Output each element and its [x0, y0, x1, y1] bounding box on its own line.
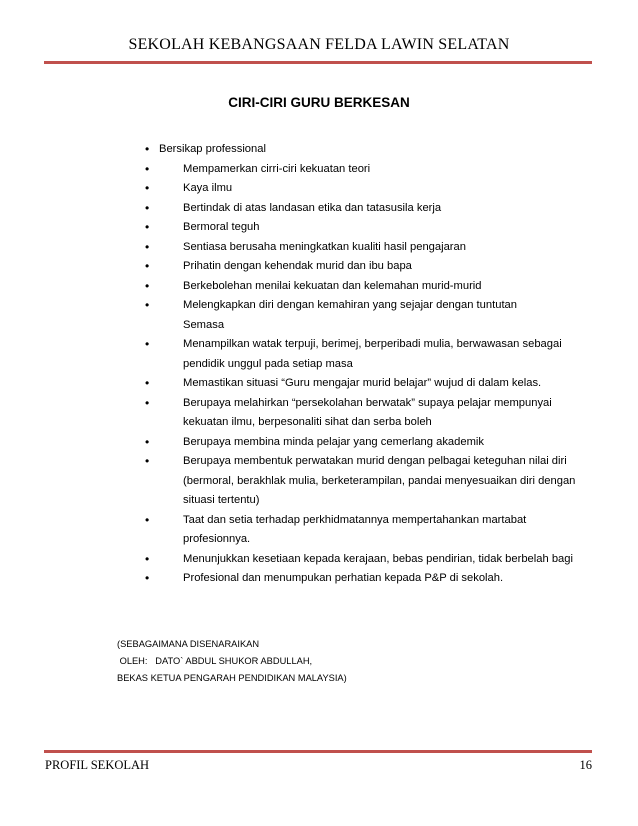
bullet-icon: • [145, 161, 150, 176]
list-item-text: Bermoral teguh [183, 221, 260, 233]
bullet-icon: • [145, 220, 150, 234]
list-item-text: Sentiasa berusaha meningkatkan kualiti hasil pengajaran [183, 240, 466, 253]
list-item [145, 238, 605, 258]
list-item [145, 140, 605, 160]
list-item [145, 335, 605, 374]
section-title: CIRI-CIRI GURU BERKESAN [228, 95, 410, 110]
list-item-text: Semasa [183, 318, 225, 331]
list-item [145, 160, 605, 180]
list-item-text: Taat dan setia terhadap perkhidmatannya mempertahankan martabat [183, 513, 527, 526]
list-item-text: Profesional dan menumpukan perhatian kepada P&P di sekolah. [183, 572, 504, 584]
characteristics-list [145, 140, 605, 589]
list-item-text: Memastikan situasi “Guru mengajar murid belajar” wujud di dalam kelas. [183, 377, 542, 389]
list-item [145, 433, 605, 453]
header-rule [44, 61, 592, 64]
bullet-icon: • [145, 337, 150, 351]
list-item [145, 257, 605, 277]
bullet-icon: • [145, 376, 150, 390]
source-note-line: BEKAS KETUA PENGARAH PENDIDIKAN MALAYSIA) [117, 673, 347, 683]
list-item [145, 296, 605, 335]
list-item-text: Prihatin dengan kehendak murid dan ibu bapa [183, 260, 412, 272]
bullet-icon: • [145, 454, 150, 468]
list-item-text: kekuatan ilmu, berpesonaliti sihat dan serba boleh [183, 416, 432, 428]
list-item [145, 511, 605, 550]
list-item-text: Berupaya membentuk perwatakan murid dengan pelbagai keteguhan nilai diri [183, 455, 567, 467]
list-item [145, 218, 605, 238]
list-item-text: Mempamerkan cirri-ciri kekuatan teori [183, 162, 371, 175]
list-item-text: Berkebolehan menilai kekuatan dan kelemahan murid-murid [183, 279, 482, 292]
footer-rule [44, 750, 592, 753]
bullet-icon: • [145, 239, 150, 254]
bullet-icon: • [145, 259, 150, 273]
list-item-text: Berupaya membina minda pelajar yang cemerlang akademik [183, 435, 484, 448]
footer-title: PROFIL SEKOLAH [45, 758, 150, 772]
list-item-text: (bermoral, berakhlak mulia, berketerampilan, pandai menyesuaikan diri dengan [183, 474, 576, 487]
list-item-text: Berupaya melahirkan “persekolahan berwatak” supaya pelajar mempunyai [183, 396, 552, 409]
bullet-icon: • [145, 278, 150, 293]
list-item-text: Melengkapkan diri dengan kemahiran yang sejajar dengan tuntutan [183, 299, 517, 311]
list-item-text: situasi tertentu) [183, 494, 260, 506]
bullet-icon: • [145, 434, 150, 449]
list-item [145, 374, 605, 394]
list-item [145, 550, 605, 570]
bullet-icon: • [145, 551, 150, 566]
list-item-text: Menampilkan watak terpuji, berimej, berperibadi mulia, berwawasan sebagai [183, 338, 562, 350]
list-item [145, 179, 605, 199]
bullet-icon: • [145, 200, 150, 215]
bullet-icon: • [145, 395, 150, 410]
page-number: 16 [579, 758, 592, 772]
bullet-icon: • [145, 142, 150, 156]
list-item [145, 452, 605, 511]
bullet-icon: • [145, 181, 150, 195]
page-header: SEKOLAH KEBANGSAAN FELDA LAWIN SELATAN [128, 36, 510, 53]
source-note [117, 636, 537, 687]
list-item-text: Kaya ilmu [183, 182, 233, 194]
list-item [145, 394, 605, 433]
list-item-text: Menunjukkan kesetiaan kepada kerajaan, bebas pendirian, tidak berbelah bagi [183, 552, 573, 565]
source-note-line: OLEH: DATO` ABDUL SHUKOR ABDULLAH, [117, 656, 313, 666]
bullet-icon: • [145, 571, 150, 585]
list-item [145, 199, 605, 219]
list-item-text: pendidik unggul pada setiap masa [183, 357, 353, 370]
list-item [145, 277, 605, 297]
bullet-icon: • [145, 512, 150, 527]
list-item-text: Bertindak di atas landasan etika dan tatasusila kerja [183, 201, 442, 214]
list-item-text: Bersikap professional [159, 143, 266, 155]
list-item [145, 569, 605, 589]
bullet-icon: • [145, 298, 150, 312]
source-note-line: (SEBAGAIMANA DISENARAIKAN [117, 639, 260, 649]
list-item-text: profesionnya. [183, 533, 251, 545]
